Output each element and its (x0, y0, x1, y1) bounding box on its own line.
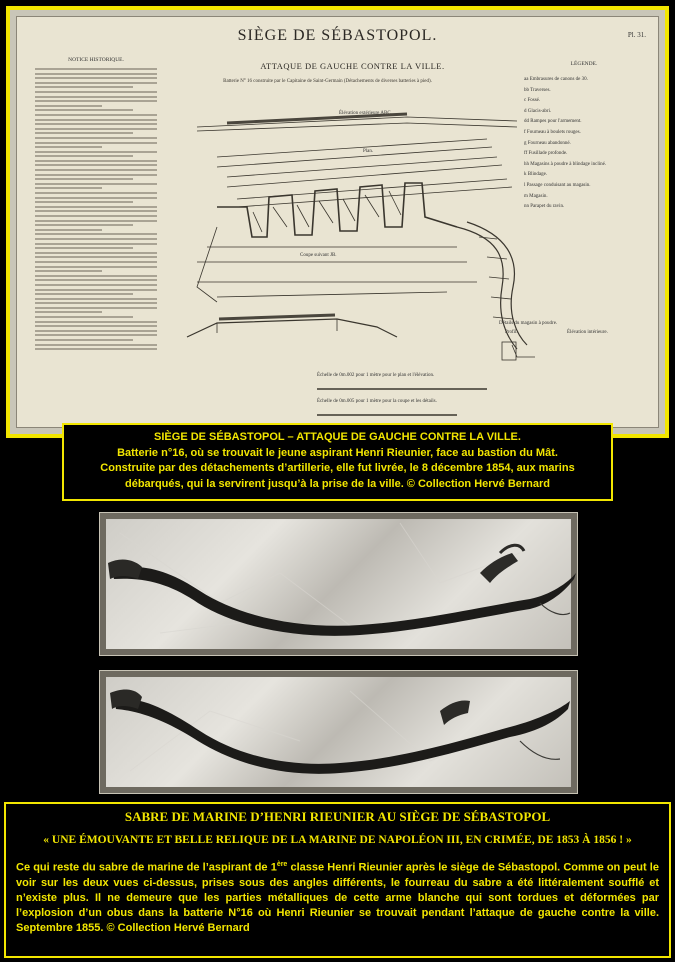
notice-text-line (35, 119, 157, 121)
legend-title: LÉGENDE. (570, 61, 598, 67)
notice-text-line (35, 151, 157, 153)
notice-text-line (35, 174, 157, 176)
notice-text-line (35, 275, 157, 277)
notice-text-line (35, 206, 157, 208)
notice-text-line (35, 279, 157, 281)
sabre-photo-1 (99, 512, 578, 656)
notice-text-line (35, 132, 133, 134)
sabre-image-2 (100, 671, 578, 794)
legend-item: g Fourneau abandonné. (524, 140, 571, 146)
sabre-photo-2 (99, 670, 578, 794)
notice-text-line (35, 247, 133, 249)
notice-title: NOTICE HISTORIQUE. (68, 57, 124, 63)
notice-text-line (35, 334, 157, 336)
label-elevation-interieure: Élévation intérieure. (567, 330, 608, 335)
sabre-image-1 (100, 513, 578, 656)
plate-title: SIÈGE DE SÉBASTOPOL. (237, 27, 438, 44)
notice-text-line (35, 266, 157, 268)
notice-text-line (35, 252, 157, 254)
legend-item: c Fossé. (524, 98, 541, 104)
body-part-2: classe Henri Rieunier après le siège de Sébastopol. Comme on peut le voir sur les deux vues ci-dessus, prises sous des angles différents, le fourreau du sabre a été littéralement soufflé et n’existe plus. Il ne demeure que les parties métalliques de cette arme blanche qui sont tordues et déformées par l’explosion d’un obus dans la batterie N°16 où Henri Rieunier se trouvait pendant l’attaque de gauche contre la ville. Septembre 1855. © Collection Hervé Bernard (16, 861, 659, 934)
legend-list (524, 75, 644, 213)
notice-text-line (35, 192, 157, 194)
notice-text-line (35, 77, 157, 79)
notice-text-line (35, 215, 157, 217)
plate-number: Pl. 31. (627, 31, 646, 39)
notice-text-line (35, 68, 157, 70)
sabre-caption-title: SABRE DE MARINE D’HENRI RIEUNIER AU SIÈGE DE SÉBASTOPOL (124, 809, 551, 824)
notice-text-line (35, 73, 157, 75)
battery-plan-drawing (157, 87, 537, 417)
notice-text-line (35, 128, 157, 130)
label-elevation: Élévation extérieure ABC. (339, 111, 392, 116)
notice-text-line (35, 86, 133, 88)
notice-text-line (35, 164, 157, 166)
notice-text-line (35, 91, 157, 93)
legend-item: m Magasin. (524, 193, 548, 199)
legend-item: bb Traverses. (524, 87, 551, 93)
notice-text-line (35, 178, 133, 180)
legend-item: nn Parapet du ravin. (524, 204, 565, 210)
notice-text-line (35, 270, 102, 272)
notice-text-line (35, 243, 157, 245)
notice-text-line (35, 330, 157, 332)
notice-text-line (35, 142, 157, 144)
notice-text-line (35, 160, 157, 162)
notice-text-line (35, 169, 157, 171)
label-coupe: Coupe suivant JB. (300, 253, 337, 258)
label-scale-1: Échelle de 0m.002 pour 1 mètre pour le plan et l'élévation. (317, 373, 435, 378)
legend-item: ff Fusillade profonde. (524, 151, 568, 157)
notice-text-line (35, 210, 157, 212)
notice-text-line (35, 348, 157, 350)
notice-text-line (35, 261, 157, 263)
legend-item: aa Embrasures de canons de 30. (524, 77, 588, 82)
notice-text-line (35, 325, 157, 327)
body-part-1: Ce qui reste du sabre de marine de l’aspirant de 1 (16, 861, 277, 874)
label-details: Détails du magasin à poudre. (499, 321, 558, 326)
notice-text-line (35, 187, 102, 189)
notice-text-line (35, 316, 133, 318)
caption1-line4: débarqués, qui la servirent jusqu’à la prise de la ville. © Collection Hervé Bernard (124, 477, 551, 490)
notice-text-line (35, 137, 157, 139)
caption1-line3: Construite par des détachements d’artillerie, elle fut livrée, le 8 décembre 1854, aux marins (100, 462, 575, 474)
notice-text-line (35, 284, 157, 286)
notice-text-line (35, 100, 157, 102)
caption1-line2: Batterie n°16, où se trouvait le jeune aspirant Henri Rieunier, face au bastion du Mât. (117, 446, 558, 459)
notice-text-line (35, 302, 157, 304)
notice-text-line (35, 238, 157, 240)
notice-text-line (35, 293, 133, 295)
notice-text-line (35, 105, 102, 107)
notice-text-line (35, 289, 157, 291)
legend-item: d Glacis-abri. (524, 108, 552, 114)
notice-text-line (35, 233, 157, 235)
plate-subtitle: ATTAQUE DE GAUCHE CONTRE LA VILLE. (260, 61, 445, 71)
label-profil: Profil. (505, 330, 518, 335)
legend-column (524, 61, 644, 213)
notice-text-line (35, 307, 157, 309)
notice-text-line (35, 96, 157, 98)
legend-item: hh Magasins à poudre à blindage incliné. (524, 161, 607, 167)
legend-item: l Passage conduisant au magasin. (524, 182, 591, 188)
notice-text-line (35, 220, 157, 222)
plate-caption: Batterie N° 16 construite par le Capitaine de Saint-Germain (Détachements de diverses batteries à pied). (223, 79, 432, 84)
sabre-caption (4, 802, 671, 958)
notice-text-line (35, 344, 157, 346)
body-superscript: ère (276, 861, 288, 868)
notice-text-line (35, 146, 102, 148)
legend-item: k Blindage. (524, 172, 548, 178)
engraving-plate (16, 16, 659, 428)
sabre-caption-body (16, 857, 659, 936)
notice-text-line (35, 224, 133, 226)
notice-text-line (35, 229, 102, 231)
caption1-line1: SIÈGE DE SÉBASTOPOL – ATTAQUE DE GAUCHE CONTRE LA VILLE. (154, 431, 521, 443)
notice-text-line (35, 256, 157, 258)
label-scale-2: Échelle de 0m.005 pour 1 mètre pour la coupe et les détails. (317, 399, 437, 404)
notice-column (35, 57, 157, 353)
notice-text-block (35, 68, 157, 350)
notice-text-line (35, 197, 157, 199)
sabre-caption-quote: « UNE ÉMOUVANTE ET BELLE RELIQUE DE LA MARINE DE NAPOLÉON III, EN CRIMÉE, DE 1853 À 1856 ! » (43, 834, 632, 846)
notice-text-line (35, 123, 157, 125)
notice-text-line (35, 155, 133, 157)
legend-item: f Fourneau à boulets rouges. (524, 129, 581, 135)
notice-text-line (35, 183, 157, 185)
notice-text-line (35, 339, 133, 341)
notice-text-line (35, 298, 157, 300)
plate-frame (6, 6, 669, 438)
notice-text-line (35, 109, 133, 111)
battery-caption (62, 423, 613, 501)
notice-text-line (35, 114, 157, 116)
notice-text-line (35, 82, 157, 84)
legend-item: dd Rampes pour l'armement. (524, 119, 582, 125)
notice-text-line (35, 311, 102, 313)
label-plan: Plan. (363, 149, 374, 154)
notice-text-line (35, 321, 157, 323)
notice-text-line (35, 201, 133, 203)
